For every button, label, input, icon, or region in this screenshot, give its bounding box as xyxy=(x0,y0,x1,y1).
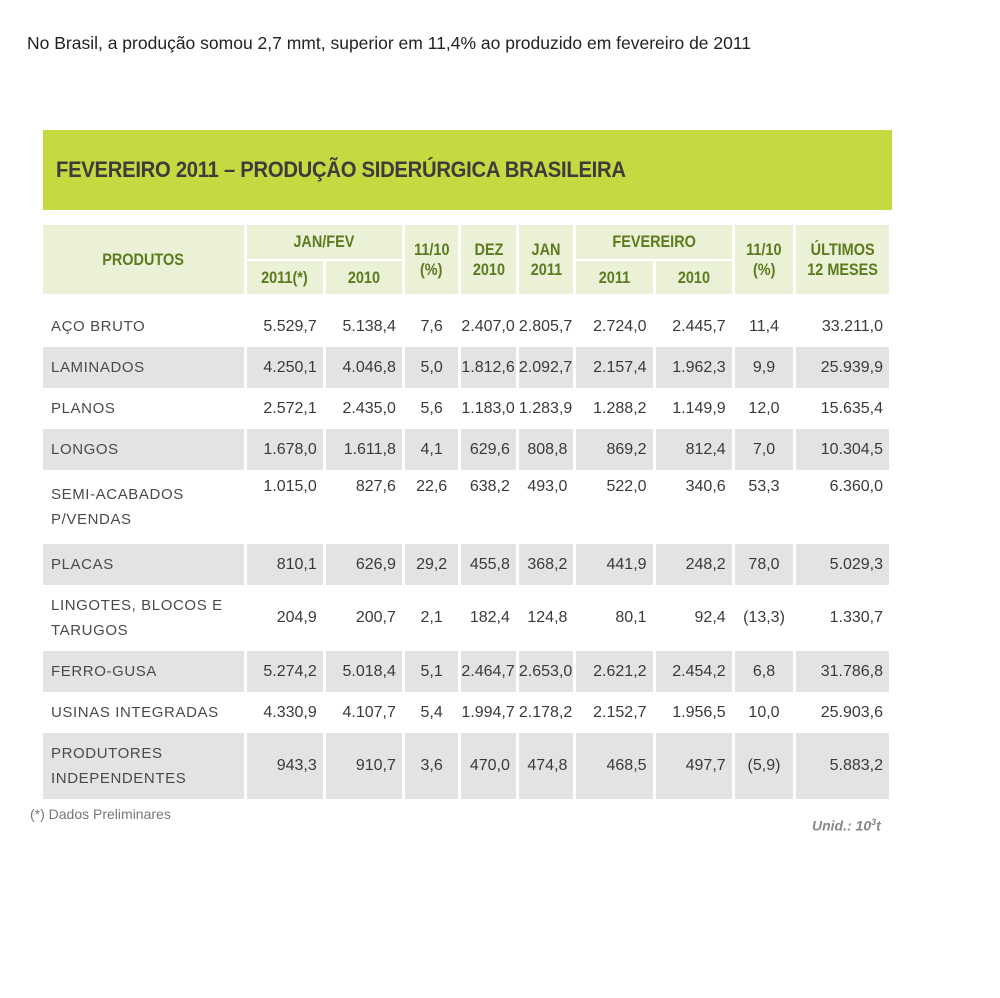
cell-dez: 2.407,0 xyxy=(461,306,516,347)
cell-dez: 182,4 xyxy=(461,585,516,651)
cell-fev-2011: 869,2 xyxy=(576,429,652,470)
row-name: LAMINADOS xyxy=(43,347,244,388)
cell-fev-2011: 1.288,2 xyxy=(576,388,652,429)
cell-dez: 470,0 xyxy=(461,733,516,799)
cell-dez: 2.464,7 xyxy=(461,651,516,692)
cell-jan: 493,0 xyxy=(519,470,574,544)
cell-dez: 629,6 xyxy=(461,429,516,470)
row-name: PRODUTORES INDEPENDENTES xyxy=(43,733,244,799)
production-table xyxy=(40,225,892,799)
unit-label: Unid.: $10^3t$ xyxy=(812,817,881,834)
cell-fev-2010: 92,4 xyxy=(656,585,732,651)
cell-var2: 53,3 xyxy=(735,470,794,544)
cell-var2: 78,0 xyxy=(735,544,794,585)
cell-janfev-2011: 4.330,9 xyxy=(247,692,323,733)
row-name: LINGOTES, BLOCOS E TARUGOS xyxy=(43,585,244,651)
header-dez: DEZ 2010 xyxy=(461,225,516,294)
cell-var1: 5,1 xyxy=(405,651,459,692)
cell-ultimos: 5.029,3 xyxy=(796,544,889,585)
header-jan: JAN 2011 xyxy=(519,225,574,294)
cell-var2: 11,4 xyxy=(735,306,794,347)
cell-fev-2010: 497,7 xyxy=(656,733,732,799)
cell-ultimos: 25.939,9 xyxy=(796,347,889,388)
cell-janfev-2010: 910,7 xyxy=(326,733,402,799)
cell-var2: 9,9 xyxy=(735,347,794,388)
header-fevereiro: FEVEREIRO xyxy=(576,225,731,259)
cell-jan: 474,8 xyxy=(519,733,574,799)
header-janfev-2010: 2010 xyxy=(326,259,402,294)
cell-var2: 12,0 xyxy=(735,388,794,429)
cell-fev-2011: 2.621,2 xyxy=(576,651,652,692)
table-row-planos xyxy=(43,388,889,429)
cell-janfev-2010: 4.046,8 xyxy=(326,347,402,388)
cell-dez: 638,2 xyxy=(461,470,516,544)
cell-jan: 808,8 xyxy=(519,429,574,470)
cell-var2: 6,8 xyxy=(735,651,794,692)
cell-janfev-2011: 1.678,0 xyxy=(247,429,323,470)
table-title-banner xyxy=(43,130,892,210)
cell-var1: 7,6 xyxy=(405,306,459,347)
table-row-produtores-independentes xyxy=(43,733,889,799)
row-name: PLANOS xyxy=(43,388,244,429)
cell-janfev-2010: 1.611,8 xyxy=(326,429,402,470)
headline: No Brasil, a produção somou 2,7 mmt, superior em 11,4% ao produzido em fevereiro de 2011 xyxy=(27,33,752,53)
cell-var2: 7,0 xyxy=(735,429,794,470)
cell-janfev-2011: 204,9 xyxy=(247,585,323,651)
cell-fev-2010: 340,6 xyxy=(656,470,732,544)
row-name: FERRO-GUSA xyxy=(43,651,244,692)
cell-var1: 5,0 xyxy=(405,347,459,388)
cell-janfev-2011: 5.274,2 xyxy=(247,651,323,692)
row-name: PLACAS xyxy=(43,544,244,585)
cell-ultimos: 1.330,7 xyxy=(796,585,889,651)
cell-fev-2010: 1.956,5 xyxy=(656,692,732,733)
cell-fev-2010: 2.454,2 xyxy=(656,651,732,692)
cell-janfev-2010: 200,7 xyxy=(326,585,402,651)
header-fev-2010: 2010 xyxy=(656,259,732,294)
table-row-usinas-integradas xyxy=(43,692,889,733)
cell-var1: 22,6 xyxy=(405,470,459,544)
cell-jan: 368,2 xyxy=(519,544,574,585)
table-row-placas xyxy=(43,544,889,585)
cell-jan: 2.092,7 xyxy=(519,347,574,388)
cell-ultimos: 31.786,8 xyxy=(796,651,889,692)
cell-janfev-2011: 5.529,7 xyxy=(247,306,323,347)
cell-fev-2011: 80,1 xyxy=(576,585,652,651)
header-produtos: PRODUTOS xyxy=(43,225,244,294)
row-name: LONGOS xyxy=(43,429,244,470)
header-janfev: JAN/FEV xyxy=(247,225,402,259)
cell-janfev-2010: 4.107,7 xyxy=(326,692,402,733)
row-name: USINAS INTEGRADAS xyxy=(43,692,244,733)
row-name: AÇO BRUTO xyxy=(43,306,244,347)
cell-jan: 124,8 xyxy=(519,585,574,651)
cell-dez: 1.183,0 xyxy=(461,388,516,429)
cell-janfev-2010: 827,6 xyxy=(326,470,402,544)
table-row-aco-bruto xyxy=(43,306,889,347)
table-row-laminados xyxy=(43,347,889,388)
row-name: SEMI-ACABADOS P/VENDAS xyxy=(43,470,244,544)
cell-fev-2011: 2.724,0 xyxy=(576,306,652,347)
cell-var2: (13,3) xyxy=(735,585,794,651)
cell-var1: 5,4 xyxy=(405,692,459,733)
cell-ultimos: 15.635,4 xyxy=(796,388,889,429)
cell-janfev-2011: 1.015,0 xyxy=(247,470,323,544)
cell-var1: 4,1 xyxy=(405,429,459,470)
header-var2: 11/10 (%) xyxy=(735,225,794,294)
production-table-panel xyxy=(43,130,892,799)
table-title: FEVEREIRO 2011 – PRODUÇÃO SIDERÚRGICA BRASILEIRA xyxy=(56,157,626,182)
cell-jan: 2.178,2 xyxy=(519,692,574,733)
cell-var2: (5,9) xyxy=(735,733,794,799)
cell-jan: 2.805,7 xyxy=(519,306,574,347)
table-row-longos xyxy=(43,429,889,470)
table-row-semi-acabados xyxy=(43,470,889,544)
header-var1: 11/10 (%) xyxy=(405,225,459,294)
cell-ultimos: 10.304,5 xyxy=(796,429,889,470)
cell-janfev-2010: 626,9 xyxy=(326,544,402,585)
cell-janfev-2010: 5.138,4 xyxy=(326,306,402,347)
cell-fev-2010: 1.149,9 xyxy=(656,388,732,429)
cell-fev-2011: 2.152,7 xyxy=(576,692,652,733)
cell-janfev-2011: 943,3 xyxy=(247,733,323,799)
cell-var1: 29,2 xyxy=(405,544,459,585)
footnote: (*) Dados Preliminares xyxy=(30,806,171,822)
cell-fev-2011: 468,5 xyxy=(576,733,652,799)
cell-var2: 10,0 xyxy=(735,692,794,733)
cell-var1: 3,6 xyxy=(405,733,459,799)
table-row-ferro-gusa xyxy=(43,651,889,692)
cell-dez: 455,8 xyxy=(461,544,516,585)
cell-ultimos: 5.883,2 xyxy=(796,733,889,799)
cell-fev-2011: 441,9 xyxy=(576,544,652,585)
cell-jan: 2.653,0 xyxy=(519,651,574,692)
cell-var1: 5,6 xyxy=(405,388,459,429)
cell-fev-2010: 1.962,3 xyxy=(656,347,732,388)
cell-janfev-2011: 4.250,1 xyxy=(247,347,323,388)
cell-fev-2011: 2.157,4 xyxy=(576,347,652,388)
cell-dez: 1.994,7 xyxy=(461,692,516,733)
header-ultimos: ÚLTIMOS 12 MESES xyxy=(796,225,889,294)
cell-fev-2010: 248,2 xyxy=(656,544,732,585)
cell-fev-2011: 522,0 xyxy=(576,470,652,544)
cell-ultimos: 25.903,6 xyxy=(796,692,889,733)
cell-janfev-2010: 2.435,0 xyxy=(326,388,402,429)
cell-var1: 2,1 xyxy=(405,585,459,651)
cell-dez: 1.812,6 xyxy=(461,347,516,388)
cell-janfev-2010: 5.018,4 xyxy=(326,651,402,692)
cell-ultimos: 6.360,0 xyxy=(796,470,889,544)
table-row-lingotes xyxy=(43,585,889,651)
cell-janfev-2011: 2.572,1 xyxy=(247,388,323,429)
cell-ultimos: 33.211,0 xyxy=(796,306,889,347)
cell-jan: 1.283,9 xyxy=(519,388,574,429)
header-fev-2011: 2011 xyxy=(576,259,652,294)
cell-fev-2010: 2.445,7 xyxy=(656,306,732,347)
cell-janfev-2011: 810,1 xyxy=(247,544,323,585)
header-janfev-2011: 2011(*) xyxy=(247,259,323,294)
cell-fev-2010: 812,4 xyxy=(656,429,732,470)
